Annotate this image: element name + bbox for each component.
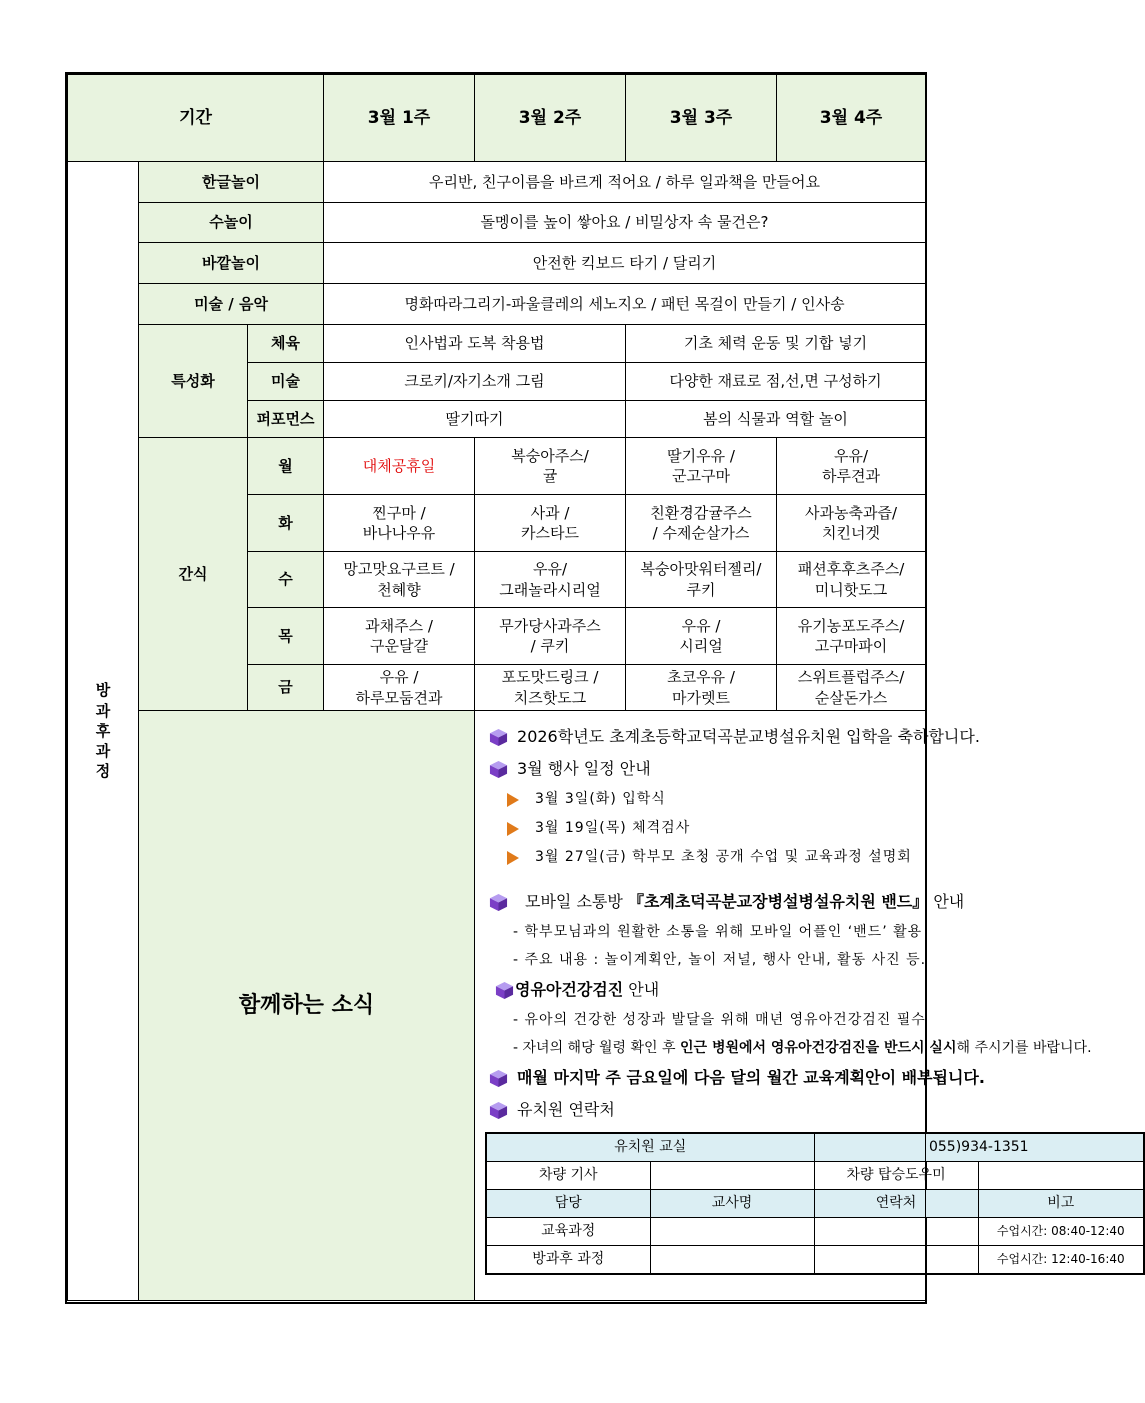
special-first-half: 크로키/자기소개 그림 xyxy=(324,363,626,401)
activity-row xyxy=(68,284,926,325)
triangle-bullet-icon xyxy=(507,822,519,836)
snack-cell: 우유 / 시리얼 xyxy=(626,608,777,665)
health-line: - 유아의 건강한 성장과 발달을 위해 매년 영유아건강검진 필수 xyxy=(513,1012,926,1028)
activity-name: 미술 / 음악 xyxy=(139,284,324,325)
news-row xyxy=(68,711,926,1301)
snack-day: 화 xyxy=(248,495,324,552)
week-header: 3월 2주 xyxy=(475,75,626,162)
snack-label: 간식 xyxy=(139,438,248,711)
activity-content: 우리반, 친구이름을 바르게 적어요 / 하루 일과책을 만들어요 xyxy=(324,162,926,203)
snack-cell: 사과 / 카스타드 xyxy=(475,495,626,552)
news-label: 함께하는 소식 xyxy=(139,711,475,1301)
snack-cell: 스위트플럽주스/ 순살돈가스 xyxy=(777,665,926,711)
contact-teacher xyxy=(650,1218,814,1246)
news-item xyxy=(485,753,925,785)
activity-name: 한글놀이 xyxy=(139,162,324,203)
snack-day: 목 xyxy=(248,608,324,665)
news-item xyxy=(485,721,980,753)
contact-teacher xyxy=(650,1246,814,1275)
snack-cell: 딸기우유 / 군고구마 xyxy=(626,438,777,495)
classroom-phone: 055)934-1351 xyxy=(814,1133,1144,1162)
snack-cell: 초코우유 / 마가렛트 xyxy=(626,665,777,711)
welcome-text: 2026학년도 초계초등학교덕곡분교병설유치원 입학을 축하합니다. xyxy=(517,727,980,746)
cube-bullet-icon xyxy=(489,728,508,747)
snack-cell: 대체공휴일 xyxy=(324,438,475,495)
helper-label: 차량 탑승도우미 xyxy=(814,1162,978,1190)
health-title: 영유아건강검진 xyxy=(515,980,624,999)
triangle-bullet-icon xyxy=(507,851,519,865)
contact-header: 담당 xyxy=(486,1190,650,1218)
contact-dept: 방과후 과정 xyxy=(486,1246,650,1275)
lesson-plan-sheet xyxy=(65,72,1125,1304)
week-header: 3월 4주 xyxy=(777,75,926,162)
band-name: 『초계초덕곡분교장병설병설유치원 밴드』 xyxy=(627,892,929,911)
special-subject: 체육 xyxy=(248,325,324,363)
events-title: 3월 행사 일정 안내 xyxy=(517,759,651,778)
news-item xyxy=(485,886,965,918)
header-row xyxy=(68,75,926,162)
band-line: - 주요 내용 : 놀이계획안, 놀이 저널, 행사 안내, 활동 사진 등. xyxy=(513,952,927,968)
band-line: - 학부모님과의 원활한 소통을 위해 모바일 어플인 ‘밴드’ 활용 xyxy=(513,924,923,940)
contact-table xyxy=(485,1132,1145,1275)
contact-title: 유치원 연락처 xyxy=(517,1100,615,1119)
special-subject: 퍼포먼스 xyxy=(248,401,324,438)
snack-cell: 찐구마 / 바나나우유 xyxy=(324,495,475,552)
triangle-bullet-icon xyxy=(507,793,519,807)
driver-value xyxy=(650,1162,814,1190)
event-item: 3월 27일(금) 학부모 초청 공개 수업 및 교육과정 설명회 xyxy=(485,843,925,872)
special-second-half: 봄의 식물과 역할 놀이 xyxy=(626,401,926,438)
event-item: 3월 3일(화) 입학식 xyxy=(485,785,925,814)
snack-cell: 과채주스 / 구운달걀 xyxy=(324,608,475,665)
band-suffix: 안내 xyxy=(928,892,965,911)
monthly-plan-table xyxy=(67,74,1125,1301)
classroom-label: 유치원 교실 xyxy=(486,1133,814,1162)
contact-phone xyxy=(814,1246,978,1275)
activity-row xyxy=(68,162,926,203)
health-line: - 자녀의 해당 월령 확인 후 인근 병원에서 영유아건강검진을 반드시 실시해 주시기를 바랍니다. xyxy=(513,1040,1092,1056)
snack-cell: 친환경감귤주스 / 수제순살가스 xyxy=(626,495,777,552)
special-second-half: 다양한 재료로 점,선,면 구성하기 xyxy=(626,363,926,401)
contact-header: 비고 xyxy=(978,1190,1144,1218)
cube-bullet-icon xyxy=(489,760,508,779)
snack-cell: 우유 / 하루모둠견과 xyxy=(324,665,475,711)
snack-cell: 패션후후츠주스/ 미니핫도그 xyxy=(777,552,926,608)
news-item xyxy=(485,1062,985,1094)
special-first-half: 인사법과 도복 착용법 xyxy=(324,325,626,363)
period-header: 기간 xyxy=(68,75,324,162)
snack-cell: 복숭아맛워터젤리/ 쿠키 xyxy=(626,552,777,608)
activity-content: 명화따라그리기-파울클레의 세노지오 / 패턴 목걸이 만들기 / 인사송 xyxy=(324,284,926,325)
event-item: 3월 19일(목) 체격검사 xyxy=(485,814,925,843)
snack-cell: 사과농축과즙/ 치킨너겟 xyxy=(777,495,926,552)
band-prefix: 모바일 소통방 xyxy=(525,892,628,911)
contact-header: 연락처 xyxy=(814,1190,978,1218)
contact-note: 수업시간: 08:40-12:40 xyxy=(978,1218,1144,1246)
news-item: 영유아건강검진 안내 xyxy=(485,974,925,1006)
contact-dept: 교육과정 xyxy=(486,1218,650,1246)
afterschool-label: 방 과 후 과 정 xyxy=(68,162,139,1301)
activity-name: 바깥놀이 xyxy=(139,243,324,284)
snack-cell: 우유/ 하루견과 xyxy=(777,438,926,495)
snack-cell: 무가당사과주스 / 쿠키 xyxy=(475,608,626,665)
snack-cell: 포도맛드링크 / 치즈핫도그 xyxy=(475,665,626,711)
monthly-plan-text: 매월 마지막 주 금요일에 다음 달의 월간 교육계획안이 배부됩니다. xyxy=(517,1068,985,1087)
activity-name: 수놀이 xyxy=(139,203,324,243)
snack-cell: 유기농포도주스/ 고구마파이 xyxy=(777,608,926,665)
special-row xyxy=(68,325,926,363)
snack-day: 월 xyxy=(248,438,324,495)
contact-note: 수업시간: 12:40-16:40 xyxy=(978,1246,1144,1275)
week-header: 3월 3주 xyxy=(626,75,777,162)
cube-bullet-icon xyxy=(495,981,514,1000)
contact-row xyxy=(486,1218,1144,1246)
special-second-half: 기초 체력 운동 및 기합 넣기 xyxy=(626,325,926,363)
snack-cell: 망고맛요구르트 / 천혜향 xyxy=(324,552,475,608)
cube-bullet-icon xyxy=(489,1101,508,1120)
activity-content: 안전한 킥보드 타기 / 달리기 xyxy=(324,243,926,284)
week-header: 3월 1주 xyxy=(324,75,475,162)
contact-header: 교사명 xyxy=(650,1190,814,1218)
snack-day: 수 xyxy=(248,552,324,608)
news-item xyxy=(485,1094,925,1126)
cube-bullet-icon xyxy=(489,1069,508,1088)
contact-phone xyxy=(814,1218,978,1246)
cube-bullet-icon xyxy=(489,893,508,912)
special-label: 특성화 xyxy=(139,325,248,438)
snack-row xyxy=(68,438,926,495)
contact-row xyxy=(486,1246,1144,1275)
driver-label: 차량 기사 xyxy=(486,1162,650,1190)
special-first-half: 딸기따기 xyxy=(324,401,626,438)
snack-cell: 복숭아주스/ 귤 xyxy=(475,438,626,495)
special-subject: 미술 xyxy=(248,363,324,401)
activity-row xyxy=(68,203,926,243)
activity-content: 돌멩이를 높이 쌓아요 / 비밀상자 속 물건은? xyxy=(324,203,926,243)
helper-value xyxy=(978,1162,1144,1190)
activity-row xyxy=(68,243,926,284)
news-content xyxy=(475,711,1125,1301)
snack-cell: 우유/ 그래놀라시리얼 xyxy=(475,552,626,608)
snack-day: 금 xyxy=(248,665,324,711)
